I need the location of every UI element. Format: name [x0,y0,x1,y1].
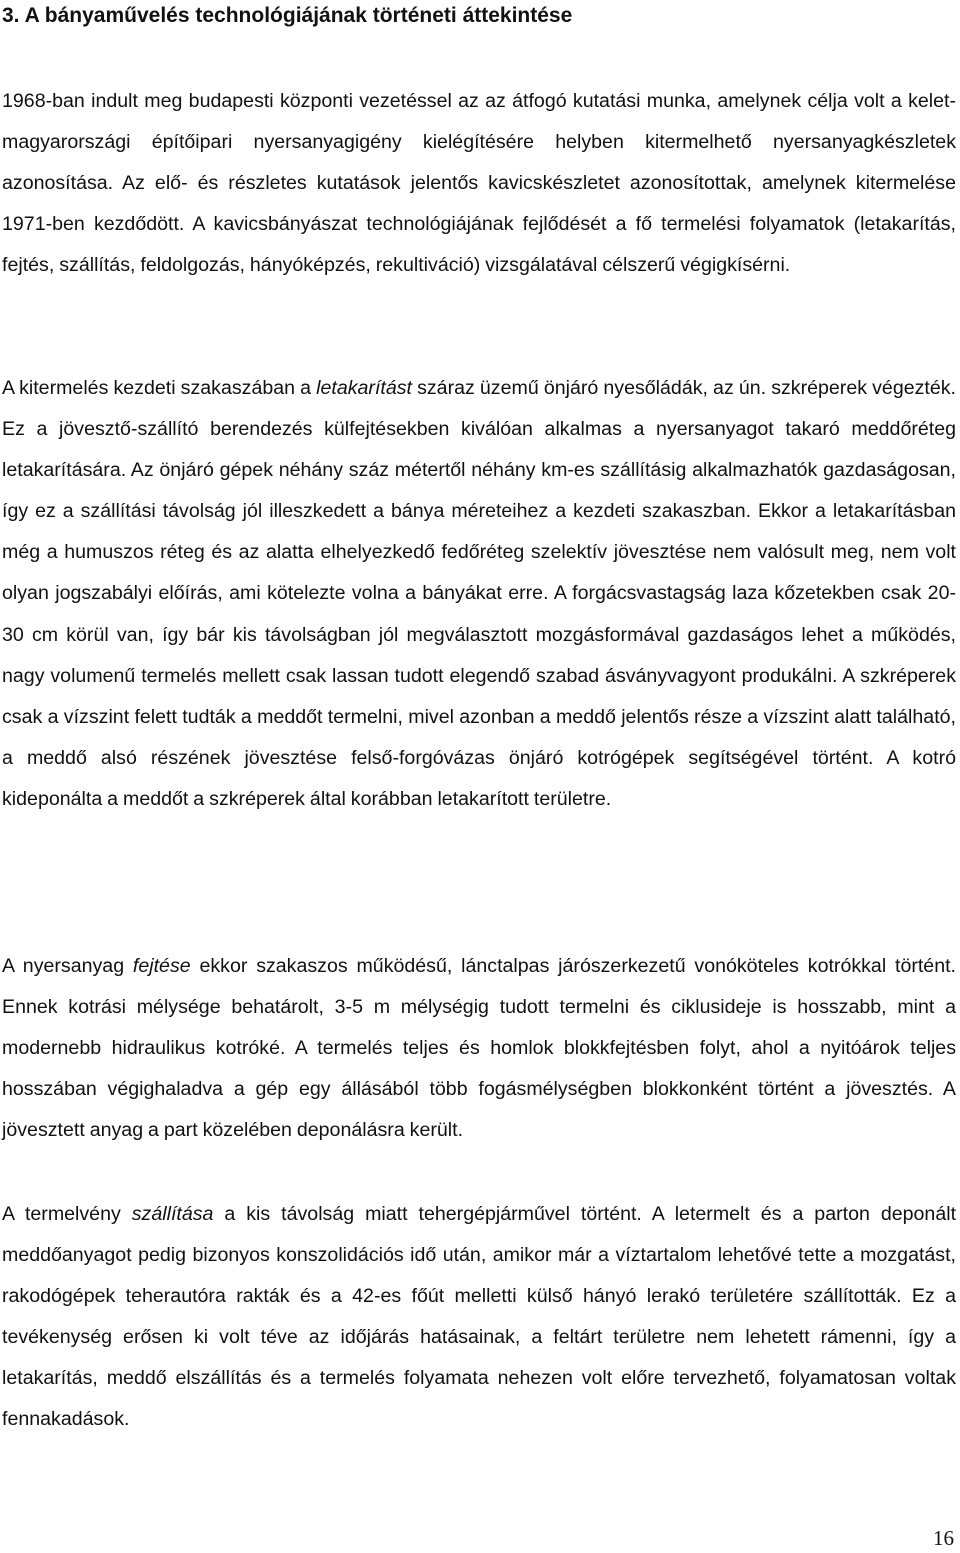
paragraph-letakaritas [2,368,956,820]
paragraph-text: A nyersanyag [2,955,133,977]
emphasized-term: fejtése [132,955,191,977]
paragraph-intro: 1968-ban indult meg budapesti központi vezetéssel az az átfogó kutatási munka, amelynek célja volt a kelet-magyarországi építőipari nyersanyagigény kielégítésére helyben kitermelhető nyersanyagkészletek azonosítása. Az elő- és részletes kutatások jelentős kavicskészletet azonosítottak, amelynek kitermelése 1971-ben kezdődött. A kavicsbányászat technológiájának fejlődését a fő termelési folyamatok (letakarítás, fejtés, szállítás, feldolgozás, hányóképzés, rekultiváció) vizsgálatával célszerű végigkísérni. [2,90,956,277]
paragraph-text: száraz üzemű önjáró nyesőládák, az ún. szkréperek végezték. Ez a jövesztő-szállító berendezés külfejtésekben kiválóan alkalmas a nyersanyagot takaró meddőréteg letakarítására. Az önjáró gépek néhány száz métertől néhány km-es szállításig alkalmazhatók gazdaságosan, így ez a szállítási távolság jól illeszkedett a bánya méreteihez a kezdeti szakaszban. Ekkor a letakarításban még a humuszos réteg és az alatta elhelyezkedő fedőréteg szelektív jövesztése nem valósult meg, nem volt olyan jogszabályi előírás, ami kötelezte volna a bányákat erre. A forgácsvastagság laza kőzetekben csak 20-30 cm körül van, így bár kis távolságban jól megválasztott mozgásformával gazdaságos lehet a működés, nagy volumenű termelés mellett csak lassan tudott elegendő szabad ásványvagyont produkálni. A szkréperek csak a vízszint felett tudták a meddőt termelni, mivel azonban a meddő jelentős része a vízszint alatt található, a meddő alsó részének jövesztése felső-forgóvázas önjáró kotrógépek segítségével történt. A kotró kideponálta a meddőt a szkréperek által korábban letakarított területre. [2,377,956,810]
paragraph-text: a kis távolság miatt tehergépjárművel történt. A letermelt és a parton deponált meddőanyagot pedig bizonyos konszolidációs idő után, amikor már a víztartalom lehetővé tette a mozgatást, rakodógépek teherautóra rakták és a 42-es főút melletti külső hányó lerakó területére szállították. Ez a tevékenység erősen ki volt téve az időjárás hatásainak, a feltárt területre nem lehetett rámenni, így a letakarítás, meddő elszállítás és a termelés folyamata nehezen volt előre tervezhető, folyamatosan voltak fennakadások. [2,1203,957,1431]
paragraph-fejtes [2,946,956,1151]
paragraph-text: ekkor szakaszos működésű, lánctalpas járószerkezetű vonóköteles kotrókkal történt. Ennek kotrási mélysége behatárolt, 3-5 m mélységig tudott termelni és ciklusideje is hosszabb, mint a modernebb hidraulikus kotróké. A termelés teljes és homlok blokkfejtésben folyt, ahol a nyitóárok teljes hosszában végighaladva a gép egy állásából több fogásmélységben blokkonként történt a jövesztés. A jövesztett anyag a part közelében deponálásra került. [2,955,956,1142]
section-heading: 3. A bányaművelés technológiájának történeti áttekintése [2,4,573,27]
paragraph-text: A kitermelés kezdeti szakaszában a [2,377,317,399]
paragraph-szallitas [2,1194,956,1441]
emphasized-term: letakarítást [316,377,412,399]
paragraph-text: A termelvény [2,1203,132,1225]
emphasized-term: szállítása [131,1203,214,1225]
page-number: 16 [933,1526,954,1550]
